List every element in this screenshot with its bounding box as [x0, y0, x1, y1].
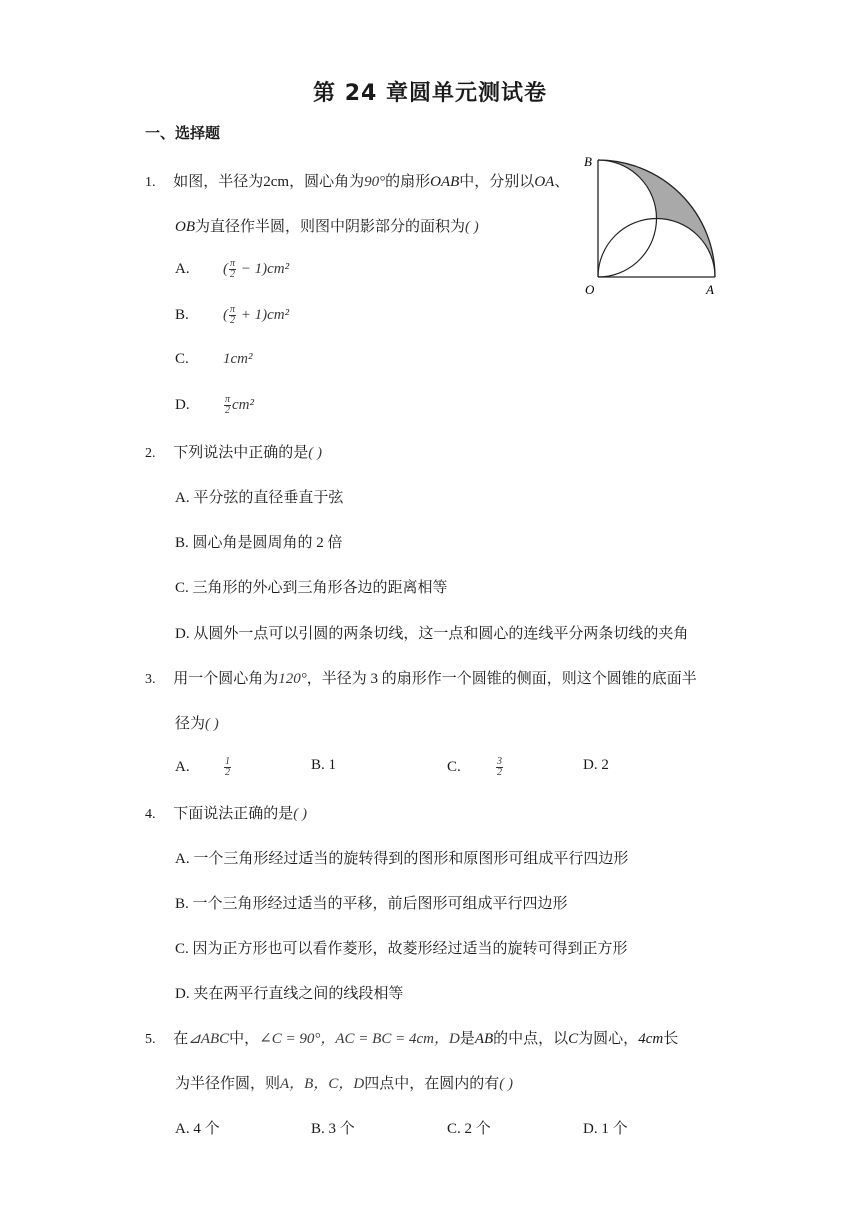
- q5-points: A，B，C，D: [280, 1076, 365, 1092]
- option-letter: C.: [447, 758, 461, 775]
- q3-option-c[interactable]: [447, 757, 504, 778]
- question-5-line-1: [145, 1027, 678, 1048]
- q2-text: 下列说法中正确的是: [173, 445, 309, 461]
- option-letter: B.: [311, 1121, 325, 1137]
- q4-option-b[interactable]: [175, 892, 568, 913]
- question-number: 3.: [145, 672, 156, 687]
- q1-option-b[interactable]: [175, 305, 289, 326]
- q5-text: 在: [173, 1031, 189, 1047]
- option-text: 三角形的外心到三角形各边的距离相等: [192, 580, 448, 596]
- option-fraction: $\frac{1}{2}$: [225, 756, 230, 778]
- option-letter: A.: [175, 758, 190, 775]
- option-letter: D.: [583, 757, 598, 773]
- option-text: 夹在两平行直线之间的线段相等: [193, 986, 404, 1002]
- q3-option-d[interactable]: [583, 757, 609, 774]
- q3-angle: 120°: [278, 671, 307, 687]
- option-letter: C.: [175, 351, 189, 367]
- label-o: O: [585, 282, 595, 297]
- option-text: 平分弦的直径垂直于弦: [193, 490, 344, 506]
- option-math: ( $\frac{\pi}{2}$ + 1)cm²: [223, 304, 290, 326]
- q1-text: 的扇形: [385, 174, 431, 190]
- answer-paren: ( ): [308, 445, 323, 461]
- option-letter: C.: [175, 580, 189, 596]
- option-text: 1: [328, 757, 337, 773]
- option-text: 2 个: [464, 1121, 491, 1137]
- option-fraction: $\frac{3}{2}$: [497, 756, 502, 778]
- q1-sector: OAB: [430, 174, 460, 190]
- q5-text: 为圆心，: [578, 1031, 639, 1047]
- option-text: 1 个: [601, 1121, 628, 1137]
- answer-paren: ( ): [205, 716, 219, 732]
- option-letter: B.: [311, 757, 325, 773]
- q3-option-a[interactable]: [175, 757, 232, 778]
- q1-option-c[interactable]: [175, 351, 253, 368]
- option-text: 一个三角形经过适当的旋转得到的图形和原图形可组成平行四边形: [193, 851, 629, 867]
- q1-ob: OB: [175, 219, 195, 235]
- q1-text: 、: [554, 174, 570, 190]
- q3-text: 用一个圆心角为: [173, 671, 279, 687]
- option-math: 1cm²: [223, 351, 253, 367]
- q1-text: 如图，半径为: [173, 174, 264, 190]
- option-letter: A.: [175, 260, 190, 277]
- option-text: 一个三角形经过适当的平移，前后图形可组成平行四边形: [192, 896, 568, 912]
- option-letter: D.: [175, 986, 190, 1002]
- option-letter: D.: [175, 626, 190, 642]
- question-number: 2.: [145, 446, 156, 461]
- q1-radius: 2cm: [263, 174, 290, 190]
- question-5-line-2: [175, 1072, 513, 1093]
- q4-option-d[interactable]: [175, 982, 403, 1003]
- q1-angle: 90°: [364, 174, 386, 190]
- q4-option-a[interactable]: [175, 847, 628, 868]
- q1-text: 为直径作半圆，则图中阴影部分的面积为: [195, 219, 466, 235]
- option-text: 4 个: [193, 1121, 220, 1137]
- option-math: $\frac{\pi}{2}$ cm²: [225, 394, 255, 416]
- q3-option-b[interactable]: [311, 757, 336, 774]
- q5-option-c[interactable]: [447, 1117, 491, 1138]
- q2-option-a[interactable]: [175, 486, 343, 507]
- q1-text: ，圆心角为: [289, 174, 365, 190]
- option-letter: A.: [175, 1121, 190, 1137]
- answer-paren: ( ): [465, 219, 479, 235]
- q1-option-d[interactable]: [175, 395, 254, 416]
- question-4-stem: [145, 802, 307, 823]
- page-title: 第 24 章圆单元测试卷: [313, 81, 547, 106]
- q5-triangle: ⊿ABC: [188, 1031, 230, 1047]
- question-number: 5.: [145, 1032, 156, 1047]
- option-text: 2: [601, 757, 609, 773]
- q5-text: 中，: [229, 1031, 260, 1047]
- option-letter: B.: [175, 896, 189, 912]
- q5-option-d[interactable]: [583, 1117, 628, 1138]
- option-letter: B.: [175, 535, 189, 551]
- question-3-line-2: [175, 712, 219, 733]
- option-letter: A.: [175, 851, 190, 867]
- q2-option-c[interactable]: [175, 576, 448, 597]
- answer-paren: ( ): [499, 1076, 513, 1092]
- q5-conditions: ∠C = 90°，AC = BC = 4cm，D: [259, 1031, 460, 1047]
- option-text: 圆心角是圆周角的 2 倍: [192, 535, 343, 551]
- option-math: ( $\frac{\pi}{2}$ − 1)cm²: [223, 258, 290, 280]
- q3-text: 径为: [175, 716, 206, 732]
- q2-option-b[interactable]: [175, 531, 343, 552]
- q5-text: 四点中，在圆内的有: [364, 1076, 500, 1092]
- q4-option-c[interactable]: [175, 937, 628, 958]
- q5-c: C: [568, 1031, 579, 1047]
- question-1-line-1: [145, 170, 569, 191]
- q2-option-d[interactable]: [175, 622, 688, 643]
- option-letter: D.: [175, 396, 190, 413]
- question-1-line-2: [175, 215, 479, 236]
- option-letter: A.: [175, 490, 190, 506]
- sector-figure: [578, 150, 728, 300]
- question-3-line-1: [145, 667, 697, 688]
- label-b: B: [584, 154, 592, 169]
- answer-paren: ( ): [293, 806, 308, 822]
- option-text: 从圆外一点可以引圆的两条切线，这一点和圆心的连线平分两条切线的夹角: [193, 626, 689, 642]
- option-text: 3 个: [328, 1121, 355, 1137]
- q5-text: 是: [459, 1031, 475, 1047]
- q5-length: 4cm: [638, 1031, 664, 1047]
- section-heading: 一、选择题: [145, 124, 221, 142]
- q1-text: 中，分别以: [459, 174, 535, 190]
- q5-text: 长: [663, 1031, 679, 1047]
- q1-oa: OA: [534, 174, 555, 190]
- option-letter: B.: [175, 306, 189, 323]
- q3-text: ，半径为 3 的扇形作一个圆锥的侧面，则这个圆锥的底面半: [306, 671, 697, 687]
- question-2-stem: [145, 441, 322, 462]
- q1-option-a[interactable]: [175, 259, 289, 280]
- q4-text: 下面说法正确的是: [173, 806, 294, 822]
- option-letter: D.: [583, 1121, 598, 1137]
- q5-ab: AB: [474, 1031, 494, 1047]
- option-letter: C.: [447, 1121, 461, 1137]
- q5-text: 的中点，以: [493, 1031, 569, 1047]
- q5-text: 为半径作圆，则: [175, 1076, 281, 1092]
- label-a: A: [706, 282, 714, 297]
- question-number: 4.: [145, 807, 156, 822]
- question-number: 1.: [145, 175, 156, 190]
- q5-option-b[interactable]: [311, 1117, 355, 1138]
- q5-option-a[interactable]: [175, 1117, 220, 1138]
- option-letter: C.: [175, 941, 189, 957]
- option-text: 因为正方形也可以看作菱形，故菱形经过适当的旋转可得到正方形: [192, 941, 628, 957]
